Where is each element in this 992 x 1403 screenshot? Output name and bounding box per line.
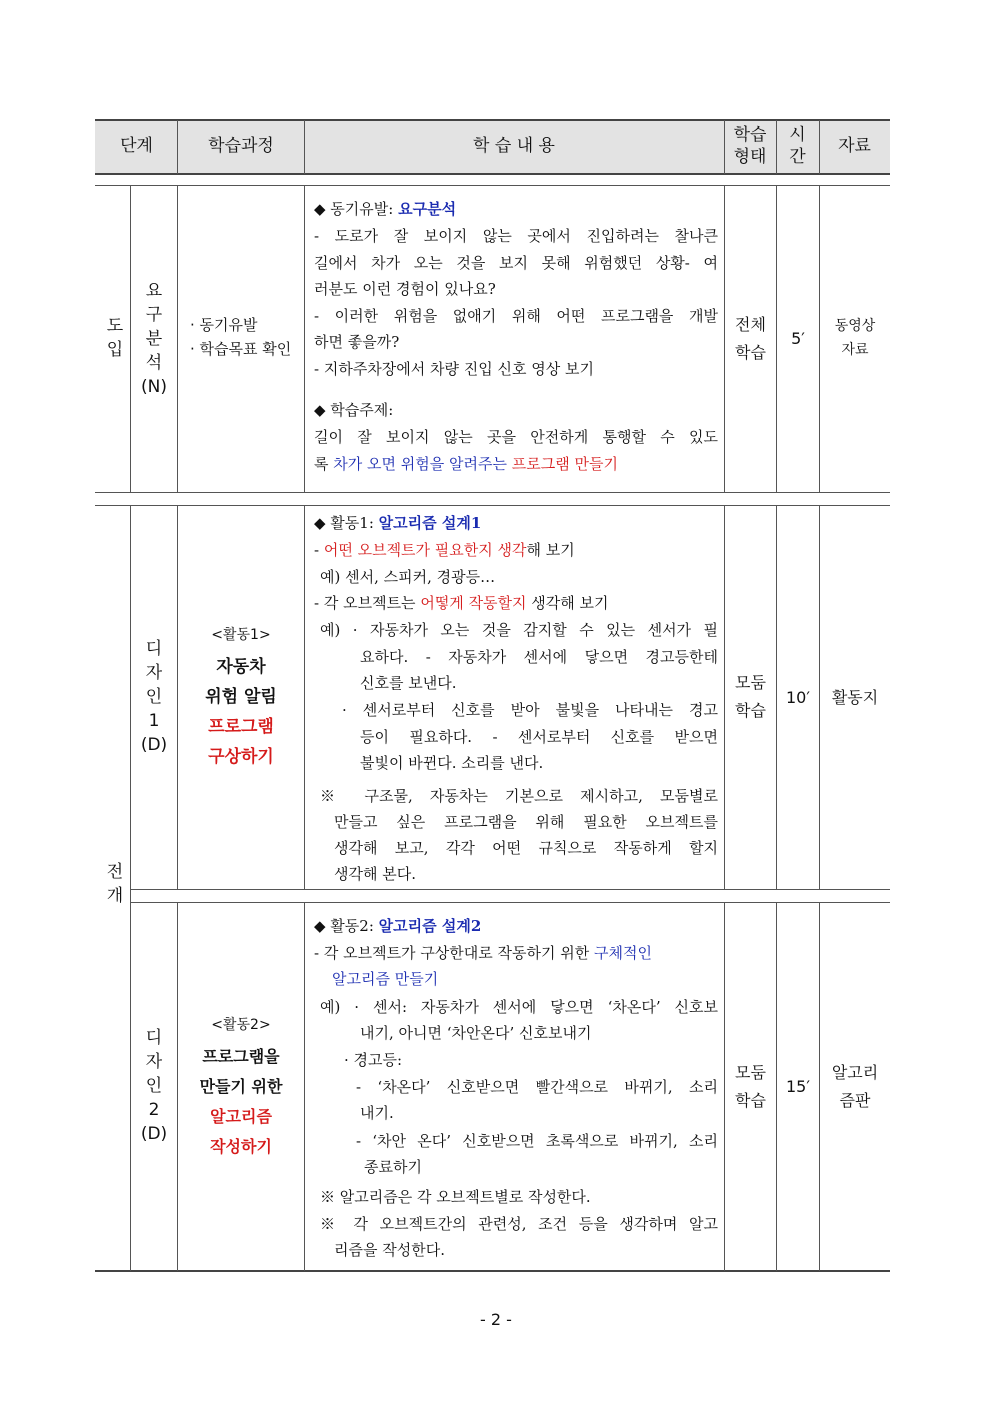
intro-time: 5′: [791, 329, 805, 348]
intro-process: [190, 313, 291, 361]
act2-material-line: 알고리: [831, 1063, 879, 1082]
header-divider: [304, 120, 305, 174]
header-time-line1: 시: [789, 125, 806, 145]
act1-time: 10′: [786, 688, 810, 707]
act2-sub-char: 2: [148, 1100, 160, 1120]
act1-label: ◆ 활동1:: [314, 514, 379, 532]
header-bottom-rule: [95, 173, 890, 175]
act2-title: 알고리즘 설계2: [378, 917, 482, 935]
act1-note: 생각해 본다.: [334, 865, 416, 883]
dev-stage-char: 전: [106, 862, 124, 882]
act2-process-line: 만들기 위한: [199, 1077, 283, 1096]
intro-stage-char: 입: [106, 340, 124, 360]
act2-note: ※ 각 오브젝트간의 관련성, 조건 등을 생각하며 알고: [320, 1215, 718, 1233]
act2-process: [178, 1012, 304, 1162]
intro-material-line: 동영상: [834, 318, 876, 334]
act1-text: 생각해 보기: [526, 594, 609, 612]
act2-material: [820, 1059, 890, 1115]
act1-text: 해 보기: [526, 541, 575, 559]
act1-form-line: 모둠: [735, 673, 766, 692]
page-number: - 2 -: [480, 1310, 512, 1329]
act2-note: ※ 알고리즘은 각 오브젝트별로 작성한다.: [320, 1188, 591, 1206]
section-rule: [95, 492, 890, 493]
act1-material: 활동지: [831, 688, 879, 707]
table-bottom-rule: [95, 1270, 890, 1272]
act2-line: 내기.: [360, 1104, 394, 1122]
section-rule: [95, 505, 890, 506]
act1-note: ※ 구조물, 자동차는 기본으로 제시하고, 모둠별로: [320, 787, 718, 805]
act1-title: 알고리즘 설계1: [378, 514, 482, 532]
section-rule: [95, 185, 890, 186]
act2-line: - ‘차온다’ 신호받으면 빨간색으로 바뀌기, 소리: [356, 1078, 718, 1096]
act1-process-tag: <활동1>: [211, 627, 271, 643]
act2-form-line: 학습: [735, 1091, 766, 1110]
act1-line: 등이 필요하다. - 센서로부터 신호를 받으면: [360, 728, 718, 746]
header-form-line2: 형태: [733, 147, 767, 167]
act2-blue-text: 구체적인: [594, 944, 652, 962]
column-divider: [304, 186, 305, 492]
act2-sub-char: (D): [140, 1124, 168, 1144]
intro-topic-red: 프로그램 만들기: [511, 455, 618, 473]
act1-process-line: 위험 알림: [205, 687, 277, 707]
act2-material-line: 즘판: [839, 1091, 871, 1110]
act2-form: [725, 1059, 776, 1115]
act1-line: 예) 센서, 스피커, 경광등…: [320, 568, 496, 586]
act2-process-line: 알고리즘: [210, 1107, 272, 1126]
header-form-line1: 학습: [733, 125, 767, 145]
act2-process-line: 작성하기: [210, 1137, 272, 1156]
intro-form: [725, 311, 776, 367]
dev-stage: [100, 860, 130, 908]
act1-red-text: 어떻게 작동할지: [420, 594, 527, 612]
intro-line: 길이 잘 보이지 않는 곳을 안전하게 통행할 수 있도: [314, 428, 718, 446]
intro-material: [820, 314, 890, 362]
column-divider: [177, 186, 178, 492]
intro-sub-char: (N): [141, 377, 167, 397]
header-form: [724, 124, 776, 168]
header-time-line2: 간: [789, 147, 806, 167]
act1-line: 신호를 보낸다.: [360, 674, 457, 692]
act1-line: · 센서로부터 신호를 받아 불빛을 나타내는 경고: [342, 701, 718, 719]
act1-sub-char: 1: [148, 711, 160, 731]
intro-motivation-title: 요구분석: [398, 200, 457, 218]
intro-topic-prefix: 록: [314, 455, 334, 473]
intro-material-line: 자료: [841, 342, 869, 358]
act1-line: 요하다. - 자동차가 센서에 닿으면 경고등한테: [360, 648, 718, 666]
act2-note: 리즘을 작성한다.: [334, 1241, 445, 1259]
act1-process-line: 프로그램: [208, 717, 274, 737]
act2-line: 예) · 센서: 자동차가 센서에 닿으면 ‘차온다’ 신호보: [320, 998, 718, 1016]
intro-process-item: · 동기유발: [190, 316, 258, 334]
intro-sub-stage: [131, 279, 177, 399]
act2-line: 종료하기: [364, 1158, 422, 1176]
header-content: 학 습 내 용: [473, 136, 555, 156]
act1-line: 불빛이 바뀐다. 소리를 낸다.: [360, 754, 544, 772]
act2-process-tag: <활동2>: [211, 1017, 271, 1033]
column-divider: [304, 903, 305, 1271]
act2-line: - ‘차안 온다’ 신호받으면 초록색으로 바뀌기, 소리: [356, 1132, 718, 1150]
act1-note: 만들고 싶은 프로그램을 위해 필요한 오브젝트를: [334, 813, 718, 831]
intro-stage: [100, 314, 130, 362]
dev-stage-char: 개: [106, 886, 124, 906]
act1-dash: -: [314, 541, 324, 559]
act2-sub-char: 디: [145, 1028, 163, 1048]
column-divider: [130, 506, 131, 1271]
act1-form-line: 학습: [735, 701, 766, 720]
act2-blue-text: 알고리즘 만들기: [332, 970, 439, 988]
act2-sub-char: 자: [145, 1052, 163, 1072]
table-top-rule: [95, 119, 890, 121]
intro-line: - 도로가 잘 보이지 않는 곳에서 진입하려는 찰나큰: [314, 227, 718, 245]
intro-form-line: 학습: [735, 343, 766, 362]
column-divider: [304, 506, 305, 889]
act2-time: 15′: [786, 1077, 810, 1096]
section-rule: [130, 889, 890, 890]
act1-line: 예) · 자동차가 오는 것을 감지할 수 있는 센서가 필: [320, 621, 718, 639]
act2-sub-char: 인: [145, 1076, 163, 1096]
act2-form-line: 모둠: [735, 1063, 766, 1082]
header-divider: [177, 120, 178, 174]
act2-line: · 경고등:: [344, 1051, 403, 1069]
header-material: 자료: [838, 136, 871, 156]
header-time: [776, 124, 819, 168]
header-process: 학습과정: [208, 136, 274, 156]
act1-sub-char: 인: [145, 687, 163, 707]
intro-form-line: 전체: [735, 315, 766, 334]
intro-sub-char: 요: [145, 281, 163, 301]
header-divider: [819, 120, 820, 174]
act2-process-line: 프로그램을: [202, 1047, 280, 1066]
act1-sub-stage: [131, 637, 177, 757]
act1-process-line: 구상하기: [208, 747, 274, 767]
act1-red-text: 어떤 오브젝트가 필요한지 생각: [323, 541, 527, 559]
intro-topic-blue: 차가 오면 위험을 알려주는: [333, 455, 507, 473]
intro-line: - 지하주차장에서 차량 진입 신호 영상 보기: [314, 360, 595, 378]
intro-sub-char: 분: [145, 329, 163, 349]
act1-note: 생각해 보고, 각각 어떤 규칙으로 작동하게 할지: [334, 839, 718, 857]
intro-process-item: · 학습목표 확인: [190, 340, 292, 358]
intro-stage-char: 도: [106, 316, 124, 336]
act2-line: 내기, 아니면 ‘차안온다’ 신호보내기: [360, 1024, 592, 1042]
header-divider: [776, 120, 777, 174]
intro-line: 러분도 이런 경험이 있나요?: [314, 280, 496, 298]
act1-process: [178, 622, 304, 772]
intro-topic-label: ◆ 학습주제:: [314, 401, 394, 419]
act1-sub-char: 자: [145, 663, 163, 683]
act1-form: [725, 669, 776, 725]
intro-line: - 이러한 위험을 없애기 위해 어떤 프로그램을 개발: [314, 307, 718, 325]
act1-sub-char: 디: [145, 639, 163, 659]
act2-text: - 각 오브젝트가 구상한대로 작동하기 위한: [314, 944, 595, 962]
act1-process-line: 자동차: [216, 657, 266, 677]
act1-sub-char: (D): [140, 735, 168, 755]
act2-label: ◆ 활동2:: [314, 917, 379, 935]
act2-sub-stage: [131, 1026, 177, 1146]
intro-motivation-label: ◆ 동기유발:: [314, 200, 399, 218]
header-divider: [724, 120, 725, 174]
act1-text: - 각 오브젝트는: [314, 594, 421, 612]
intro-line: 길에서 차가 오는 것을 보지 못해 위험했던 상황- 여: [314, 254, 718, 272]
intro-sub-char: 석: [145, 353, 163, 373]
header-step: 단계: [120, 136, 153, 156]
intro-line: 하면 좋을까?: [314, 333, 400, 351]
intro-sub-char: 구: [145, 305, 163, 325]
